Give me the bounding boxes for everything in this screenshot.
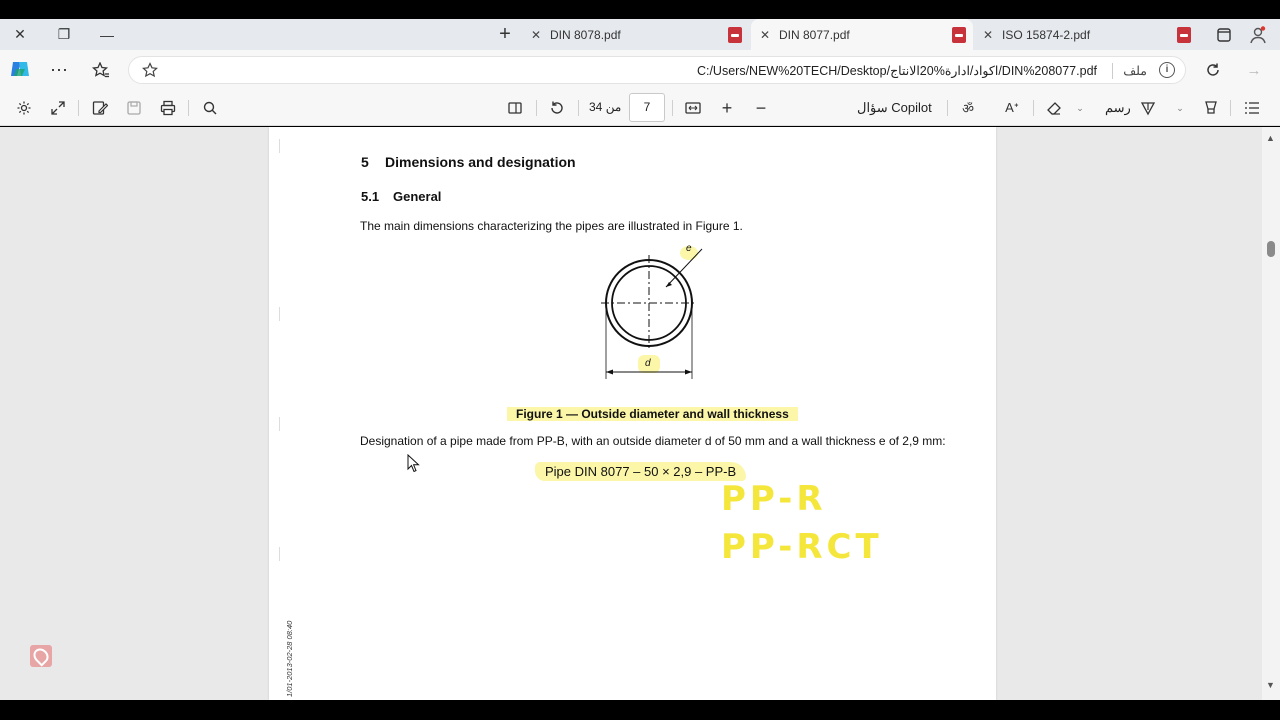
- eraser-icon[interactable]: [1044, 98, 1064, 118]
- acrobat-icon[interactable]: [30, 645, 52, 667]
- tab-close-icon[interactable]: ✕: [530, 27, 542, 42]
- subsection-number: 5.1: [361, 189, 380, 204]
- ink-annotation-pp-rct: PP-RCT: [721, 527, 883, 567]
- subsection-title: General: [393, 189, 442, 204]
- fullscreen-icon[interactable]: [48, 98, 68, 118]
- letterbox-top: [0, 0, 1280, 19]
- search-icon[interactable]: [200, 98, 220, 118]
- pdf-file-icon: [952, 27, 966, 43]
- tab-bar: [0, 19, 1280, 50]
- copilot-logo-icon[interactable]: [9, 59, 31, 79]
- settings-gear-icon[interactable]: [14, 98, 34, 118]
- vertical-scrollbar[interactable]: [1262, 127, 1280, 700]
- toolbar-separator: [536, 100, 537, 116]
- scrollbar-thumb[interactable]: [1267, 241, 1275, 257]
- side-stamp: 1/01-2013-02-28 08:40: [285, 620, 294, 697]
- toolbar-separator: [78, 100, 79, 116]
- scroll-down-icon[interactable]: ▼: [1266, 680, 1275, 690]
- pdf-file-icon: [1177, 27, 1191, 43]
- profile-icon[interactable]: [1238, 19, 1278, 50]
- draw-pen-icon[interactable]: [1138, 98, 1158, 118]
- new-tab-button[interactable]: +: [499, 23, 511, 45]
- refresh-icon[interactable]: [1202, 60, 1224, 80]
- intro-paragraph: The main dimensions characterizing the pipes are illustrated in Figure 1.: [360, 219, 743, 233]
- edit-pdf-icon[interactable]: [90, 98, 110, 118]
- site-info-icon[interactable]: i: [1159, 62, 1175, 78]
- tab-title: DIN 8077.pdf: [779, 27, 850, 42]
- rotate-icon[interactable]: [547, 98, 567, 118]
- more-options-icon[interactable]: ⋯: [50, 59, 68, 80]
- letterbox-bottom: [0, 700, 1280, 720]
- tab-title: ISO 15874-2.pdf: [1002, 27, 1091, 42]
- figure-label-e: e: [686, 243, 692, 254]
- tab-iso-15874-2[interactable]: [980, 19, 1200, 50]
- pdf-toolbar: [0, 90, 1280, 126]
- toolbar-separator: [578, 100, 579, 116]
- page-margin-mark: [279, 417, 280, 431]
- ask-copilot-button[interactable]: سؤال Copilot: [857, 100, 932, 115]
- read-aloud-icon[interactable]: ॐ: [962, 101, 974, 116]
- close-window-icon[interactable]: ✕: [14, 26, 26, 42]
- subsection-heading: [361, 189, 441, 204]
- tab-title: DIN 8078.pdf: [550, 27, 621, 42]
- pipe-cross-section-figure: [594, 239, 714, 379]
- page-margin-mark: [279, 139, 280, 153]
- pdf-viewer: [0, 127, 1280, 700]
- toolbar-separator: [1230, 100, 1231, 116]
- chevron-down-icon[interactable]: ⌄: [1076, 102, 1084, 113]
- chevron-down-icon[interactable]: ⌄: [1176, 102, 1184, 113]
- favorites-icon[interactable]: [90, 60, 112, 80]
- toolbar-separator: [188, 100, 189, 116]
- url-scheme-label: ملف: [1123, 64, 1147, 78]
- designation-paragraph: Designation of a pipe made from PP-B, with an outside diameter d of 50 mm and a wall thickness e of 2,9 mm:: [360, 434, 946, 448]
- zoom-in-icon[interactable]: +: [721, 97, 733, 118]
- fit-width-icon[interactable]: [683, 98, 703, 118]
- pdf-page: [269, 127, 996, 700]
- toolbar-separator: [672, 100, 673, 116]
- url-box[interactable]: [128, 56, 1186, 84]
- page-count-label: من 34: [589, 100, 622, 114]
- url-separator: [1112, 63, 1113, 79]
- address-bar: [0, 50, 1280, 90]
- minimize-window-icon[interactable]: —: [100, 26, 114, 43]
- page-view-icon[interactable]: [505, 98, 525, 118]
- page-margin-mark: [279, 547, 280, 561]
- mouse-cursor-icon: [407, 454, 421, 474]
- zoom-out-icon[interactable]: −: [755, 97, 767, 118]
- designation-formula: Pipe DIN 8077 – 50 × 2,9 – PP-B: [535, 462, 746, 481]
- ink-annotation-pp-r: PP-R: [721, 479, 827, 519]
- figure-label-d: d: [645, 358, 651, 369]
- section-title: Dimensions and designation: [385, 154, 576, 170]
- highlight-icon[interactable]: [1201, 98, 1221, 118]
- section-heading: [361, 154, 576, 170]
- page-margin-mark: [279, 307, 280, 321]
- pdf-file-icon: [728, 27, 742, 43]
- forward-icon[interactable]: →: [1246, 61, 1262, 79]
- draw-label[interactable]: رسم: [1105, 100, 1131, 115]
- figure-caption: Figure 1 — Outside diameter and wall thickness: [507, 405, 798, 423]
- tab-close-icon[interactable]: ✕: [982, 27, 994, 42]
- contents-list-icon[interactable]: [1242, 98, 1262, 118]
- tab-close-icon[interactable]: ✕: [759, 27, 771, 42]
- toolbar-separator: [1033, 100, 1034, 116]
- section-number: 5: [361, 154, 369, 170]
- scroll-up-icon[interactable]: ▲: [1266, 133, 1275, 143]
- print-icon[interactable]: [158, 98, 178, 118]
- page-number-input[interactable]: 7: [629, 93, 665, 122]
- add-favorite-star-icon[interactable]: [139, 60, 161, 80]
- tab-din-8078[interactable]: [528, 19, 750, 50]
- tab-din-8077[interactable]: [751, 19, 973, 50]
- toolbar-separator: [947, 100, 948, 116]
- text-size-icon[interactable]: Aᐩ: [1005, 100, 1019, 115]
- restore-window-icon[interactable]: ❐: [57, 26, 71, 42]
- save-icon[interactable]: [124, 98, 144, 118]
- url-text[interactable]: C:/Users/NEW%20TECH/Desktop/اكواد/ادارة%20الانتاج/DIN%208077.pdf: [696, 64, 1097, 78]
